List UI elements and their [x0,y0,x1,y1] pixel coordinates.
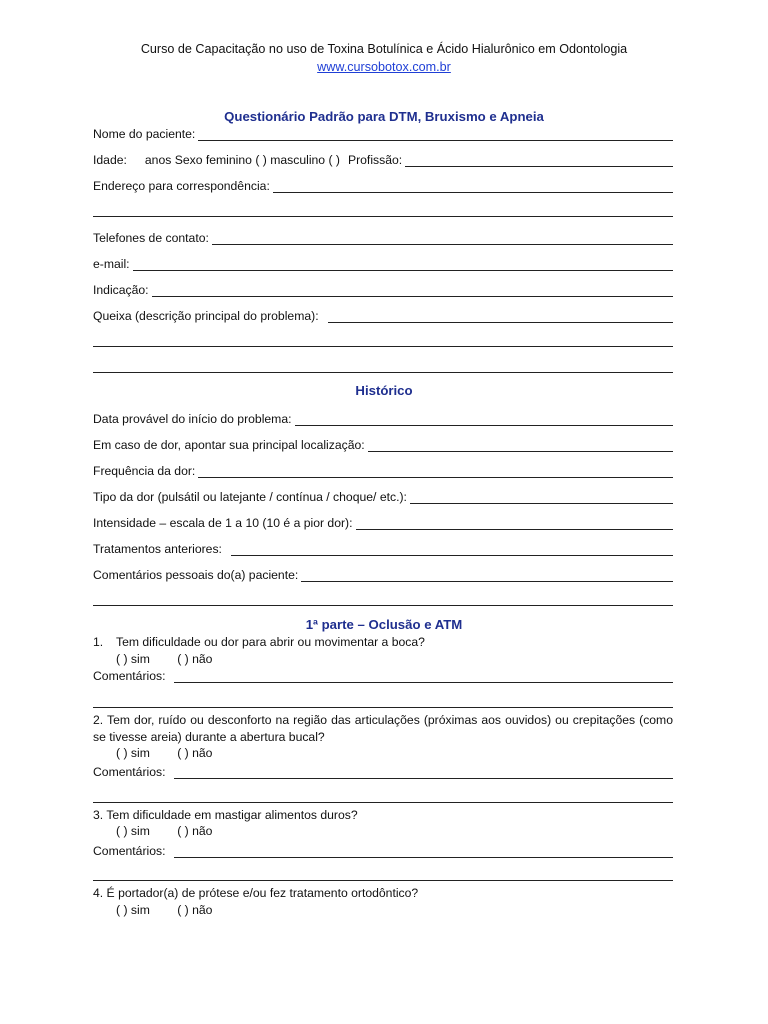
question-1-sim-checkbox[interactable]: ( ) sim [116,652,150,666]
question-2-comentarios-row [93,763,673,779]
localizacao-row [93,436,673,452]
question-1-comentarios-field-continued[interactable] [93,707,673,708]
question-2: 2. Tem dor, ruído ou desconforto na região das articulações (próximas aos ouvidos) ou crepitações (como se tivesse areia) durante a abertura bucal? [93,713,673,744]
part1-title: 1ª parte – Oclusão e ATM [305,617,463,632]
localizacao-field[interactable] [368,440,673,452]
nome-label: Nome do paciente: [93,127,196,141]
telefones-label: Telefones de contato: [93,231,209,245]
question-1-nao-checkbox[interactable]: ( ) não [177,652,213,666]
idade-row [93,151,673,167]
telefones-field[interactable] [212,233,673,245]
question-2-sim-checkbox[interactable]: ( ) sim [116,746,150,760]
telefones-row [93,229,673,245]
profissao-field[interactable] [405,155,673,167]
email-field[interactable] [133,259,673,271]
question-3-comentarios-label: Comentários: [93,844,166,858]
question-1-text: Tem dificuldade ou dor para abrir ou movimentar a boca? [116,635,425,649]
question-2-nao-checkbox[interactable]: ( ) não [177,746,213,760]
indicacao-field[interactable] [152,285,673,297]
endereco-field-continued[interactable] [93,216,673,217]
tipo-field[interactable] [410,492,673,504]
email-label: e-mail: [93,257,130,271]
question-1-comentarios-field[interactable] [174,671,673,683]
question-4: 4. É portador(a) de prótese e/ou fez tratamento ortodôntico? [93,886,419,900]
comentarios-pessoais-field-continued[interactable] [93,605,673,606]
question-2-comentarios-label: Comentários: [93,765,166,779]
question-2-comentarios-field[interactable] [174,767,673,779]
tratamentos-row [93,540,673,556]
question-3-comentarios-field[interactable] [174,846,673,858]
queixa-row [93,307,673,323]
course-title: Curso de Capacitação no uso de Toxina Botulínica e Ácido Hialurônico em Odontologia [140,42,628,56]
queixa-field-continued-1[interactable] [93,346,673,347]
question-3-comentarios-field-continued[interactable] [93,880,673,881]
nome-row [93,125,673,141]
historico-title: Histórico [355,383,413,398]
endereco-row [93,177,673,193]
comentarios-pessoais-field[interactable] [301,570,673,582]
tipo-row [93,488,673,504]
question-2-comentarios-field-continued[interactable] [93,802,673,803]
queixa-label: Queixa (descrição principal do problema): [93,309,319,323]
intensidade-row [93,514,673,530]
anos-sexo-label[interactable]: anos Sexo feminino ( ) masculino ( ) [144,153,340,167]
profissao-label: Profissão: [347,153,403,167]
question-1 [93,634,673,651]
intensidade-label: Intensidade – escala de 1 a 10 (10 é a pior dor): [93,516,353,530]
question-3-options [116,824,212,838]
comentarios-pessoais-row [93,566,673,582]
question-1-comentarios-label: Comentários: [93,669,166,683]
intensidade-field[interactable] [356,518,674,530]
question-4-sim-checkbox[interactable]: ( ) sim [116,903,150,917]
question-3-nao-checkbox[interactable]: ( ) não [177,824,213,838]
question-1-options [116,652,212,666]
data-row [93,410,673,426]
endereco-label: Endereço para correspondência: [93,179,270,193]
question-3: 3. Tem dificuldade em mastigar alimentos duros? [93,808,358,822]
frequencia-field[interactable] [198,466,673,478]
data-label: Data provável do início do problema: [93,412,292,426]
question-4-nao-checkbox[interactable]: ( ) não [177,903,213,917]
idade-label: Idade: [93,153,127,167]
tratamentos-field[interactable] [231,544,673,556]
data-field[interactable] [295,414,674,426]
endereco-field[interactable] [273,181,673,193]
question-4-options [116,903,212,917]
comentarios-pessoais-label: Comentários pessoais do(a) paciente: [93,568,299,582]
queixa-field[interactable] [328,311,673,323]
indicacao-row [93,281,673,297]
nome-field[interactable] [198,129,673,141]
question-3-sim-checkbox[interactable]: ( ) sim [116,824,150,838]
frequencia-label: Frequência da dor: [93,464,196,478]
question-1-number: 1. [93,635,104,649]
frequencia-row [93,462,673,478]
tipo-label: Tipo da dor (pulsátil ou latejante / contínua / choque/ etc.): [93,490,407,504]
queixa-field-continued-2[interactable] [93,372,673,373]
form-title: Questionário Padrão para DTM, Bruxismo e Apneia [224,109,544,124]
indicacao-label: Indicação: [93,283,149,297]
tratamentos-label: Tratamentos anteriores: [93,542,222,556]
question-1-comentarios-row [93,667,673,683]
question-2-options [116,746,212,760]
question-3-comentarios-row [93,842,673,858]
website-link-row [0,60,768,74]
localizacao-label: Em caso de dor, apontar sua principal localização: [93,438,365,452]
email-row [93,255,673,271]
website-link[interactable]: www.cursobotox.com.br [317,60,451,74]
